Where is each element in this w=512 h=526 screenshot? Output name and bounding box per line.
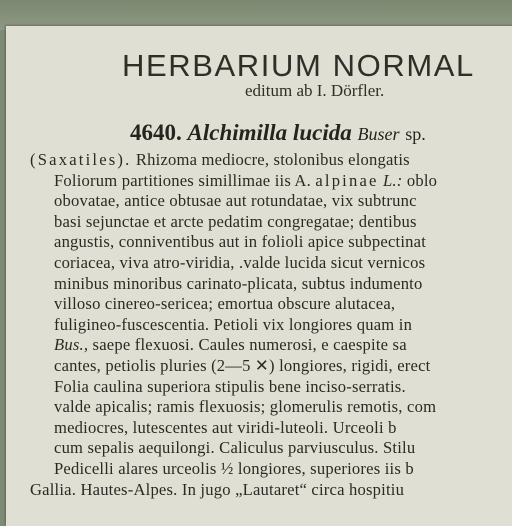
description-fragment: Gallia. Hautes-Alpes. In jugo „Lautaret“ circa hospitiu bbox=[30, 479, 405, 499]
header-subtitle: editum ab I. Dörfler. bbox=[245, 81, 385, 100]
description-line bbox=[54, 377, 406, 397]
description-line bbox=[54, 294, 395, 314]
description-line bbox=[54, 438, 415, 458]
description-line bbox=[54, 418, 397, 438]
description-line bbox=[54, 315, 412, 335]
species-number: 4640. bbox=[130, 120, 182, 145]
species-author: Buser bbox=[357, 124, 400, 144]
description-line bbox=[54, 397, 436, 417]
species-rank: sp. bbox=[405, 124, 426, 144]
description-fragment: L.: bbox=[378, 170, 403, 190]
description-fragment: oblo bbox=[402, 170, 438, 190]
herbarium-label bbox=[6, 26, 512, 526]
description-line bbox=[54, 191, 417, 211]
description-fragment: villoso cinereo-sericea; emortua obscure alutacea, bbox=[54, 294, 396, 314]
description-line bbox=[54, 274, 423, 294]
description-fragment: basi sejunctae et arcte pedatim congregatae; dentibus bbox=[54, 211, 417, 231]
description-fragment: minibus minoribus carinato-plicata, subtus indumento bbox=[54, 273, 423, 293]
description-line bbox=[30, 150, 410, 170]
description-line bbox=[54, 171, 437, 191]
description-fragment: coriacea, viva atro-viridia, .valde lucida sicut vernicos bbox=[54, 253, 426, 272]
description-fragment: (Saxatiles). bbox=[30, 150, 132, 169]
description-fragment: cum sepalis aequilongi. Caliculus parviusculus. Stilu bbox=[54, 438, 416, 458]
description-line bbox=[54, 212, 417, 232]
species-name: Alchimilla lucida bbox=[187, 120, 352, 145]
description-fragment: Rhizoma mediocre, stolonibus elongatis bbox=[131, 150, 410, 169]
description-fragment: cantes, petiolis pluries (2—5 ✕) longiores, rigidi, erect bbox=[54, 356, 431, 375]
species-heading bbox=[130, 120, 426, 146]
description-line bbox=[54, 232, 426, 252]
description-fragment: fuligineo-fuscescentia. Petioli vix longiores quam in bbox=[54, 314, 413, 334]
description-fragment: angustis, conniventibus aut in folioli apice subpectinat bbox=[54, 232, 427, 252]
header-title: HERBARIUM NORMAL bbox=[122, 48, 475, 83]
description-fragment: alpinae bbox=[315, 170, 379, 190]
description-fragment: saepe flexuosi. Caules numerosi, e caespite sa bbox=[88, 335, 407, 355]
description-fragment: Foliorum partitiones simillimae iis A. bbox=[54, 170, 316, 190]
description-fragment: Folia caulina superiora stipulis bene inciso-serratis. bbox=[54, 376, 406, 396]
description-line bbox=[54, 253, 425, 273]
description-fragment: mediocres, lutescentes aut viridi-luteoli. Urceoli b bbox=[54, 417, 397, 437]
description-fragment: valde apicalis; ramis flexuosis; glomerulis remotis, com bbox=[54, 397, 437, 417]
description-line bbox=[54, 335, 407, 355]
description-line bbox=[54, 356, 430, 376]
description-fragment: Bus., bbox=[54, 335, 89, 355]
description-line bbox=[54, 459, 414, 479]
description-fragment: Pedicelli alares urceolis ½ longiores, superiores iis b bbox=[54, 459, 414, 478]
description-fragment: obovatae, antice obtusae aut rotundatae, vix subtrunc bbox=[54, 191, 417, 211]
description-line bbox=[30, 480, 404, 500]
